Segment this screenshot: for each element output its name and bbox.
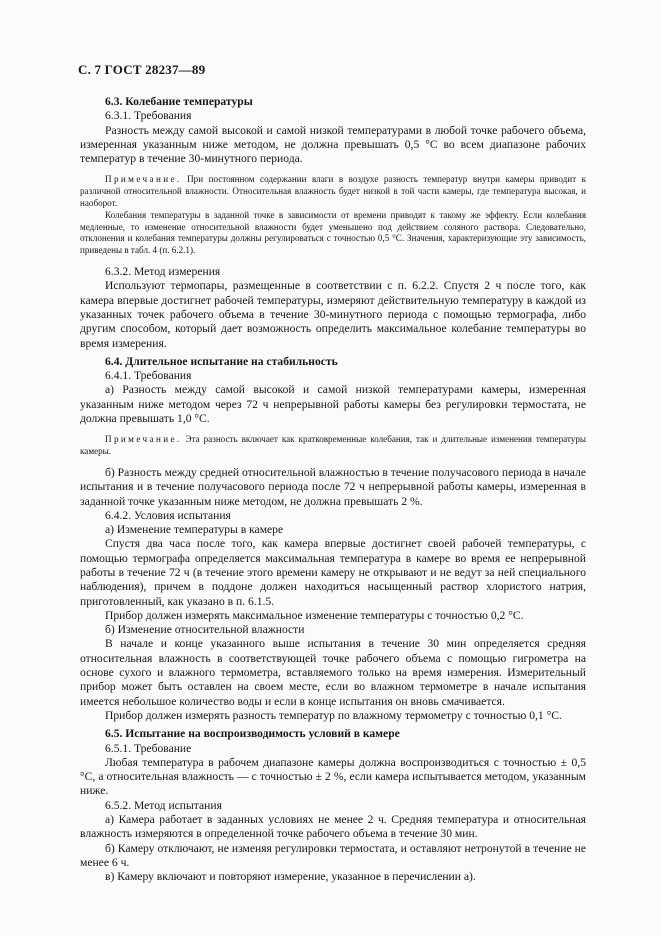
clause-6-4-2-item-b: б) Изменение относительной влажности: [105, 623, 305, 637]
clause-6-4-1-item-b: б) Разность между средней относительной влажностью в течение получасового периода в начале испытания и в течение получасового периода после 72 ч непрерывной работы камеры, измеренная в заданной точке указанным ниже методом, не должна превышать 2 %.: [80, 465, 586, 508]
clause-6-3-1-text: Разность между самой высокой и самой низкой температурами в любой точке рабочего объема, измеренная указанным ниже методом, не должна превышать 0,5 °С во всем диапазоне рабочих температур в течение 30-минутного периода.: [80, 123, 586, 166]
clause-6-5-2-item-b: б) Камеру отключают, не изменяя регулировки термостата, и оставляют нетронутой в течение не менее 6 ч.: [80, 841, 586, 869]
clause-6-5-2-title: 6.5.2. Метод испытания: [105, 798, 222, 812]
clause-6-5-1-text: Любая температура в рабочем диапазоне камеры должна воспроизводиться с точностью ± 0,5 °С, а относительная влажность — с точностью ± 2 %, если камера испытывается методом, указанным ниже.: [80, 755, 586, 798]
clause-6-4-2-item-b-precision: Прибор должен измерять разность температур по влажному термометру с точностью 0,1 °С.: [105, 708, 562, 722]
document-body: [80, 95, 586, 885]
note-text: При постоянном содержании влаги в воздухе разность температур внутри камеры приводит к различной относительной влажности. Относительная влажность будет низкой в той части камеры, где температура высокая, и наоборот.: [80, 174, 586, 209]
note-text: Эта разность включает как кратковременные колебания, так и длительные изменения температуры камеры.: [80, 434, 586, 457]
page-header: С. 7 ГОСТ 28237—89: [78, 62, 206, 77]
clause-6-3-2-title: 6.3.2. Метод измерения: [105, 265, 221, 279]
clause-6-3-2-text: Используют термопары, размещенные в соответствии с п. 6.2.2. Спустя 2 ч после того, как камера впервые достигнет рабочей температуры, измеряют действительную температуру в каждой из указанных точек рабочего объема в течение 30-минутного периода с помощью термографа, либо другим способом, который дает возможность определить максимальное колебание температуры во время измерения.: [80, 279, 586, 350]
note-label: Примечание.: [105, 174, 182, 185]
clause-6-5-2-item-c: в) Камеру включают и повторяют измерение, указанное в перечислении а).: [105, 870, 476, 884]
clause-6-4-2-item-b-text: В начале и конце указанного выше испытания в течение 30 мин определяется средняя относительная влажность в соответствующей точке рабочего объема с помощью гигрометра на основе сухого и влажного термометра, вставляемого только на время измерения. Измерительный прибор может быть оставлен на своем месте, если во влажном термометре в начале испытания имеется небольшое количество воды и если в конце испытания он вновь смачивается.: [80, 637, 586, 708]
clause-6-5-2-item-a: а) Камера работает в заданных условиях не менее 2 ч. Средняя температура и относительная влажность измеряются в определенной точке рабочего объема в течение 30 мин.: [80, 813, 586, 841]
note-label: Примечание.: [105, 434, 182, 445]
clause-6-4-2-item-a-precision: Прибор должен измерять максимальное изменение температуры с точностью 0,2 °С.: [105, 608, 524, 622]
section-6-4-title: 6.4. Длительное испытание на стабильность: [105, 354, 338, 368]
clause-6-4-2-title: 6.4.2. Условия испытания: [105, 508, 231, 522]
clause-6-4-2-item-a-text: Спустя два часа после того, как камера впервые достигнет своей рабочей температуры, с помощью термографа определяется максимальная температура в камере во время ее непрерывной работы в течение 72 ч (в течение этого времени камеру не открывают и не ведут за ней специального наблюдения), причем в поддоне должен находиться насыщенный раствор хлористого натрия, приготовленный, как указано в п. 6.1.5.: [80, 537, 586, 608]
clause-6-4-1-item-a: а) Разность между самой высокой и самой низкой температурами камеры, измеренная указанным ниже методом через 72 ч непрерывной работы камеры без регулировки термостата, не должна превышать 1,0 °С.: [80, 383, 586, 426]
note-6-3-continuation: Колебания температуры в заданной точке в зависимости от времени приводят к такому же эффекту. Если колебания медленные, то изменение относительной влажности будет уменьшено под действием соляного раствора. Следовательно, отклонения и колебания температуры должны регулироваться с точностью 0,5 °С. Значения, характеризующие эту зависимость, приведены в табл. 4 (п. 6.2.1).: [80, 209, 586, 256]
clause-6-3-1-title: 6.3.1. Требования: [105, 109, 192, 123]
section-6-3-title: 6.3. Колебание температуры: [105, 95, 253, 108]
clause-6-4-2-item-a: а) Изменение температуры в камере: [105, 523, 284, 537]
clause-6-5-1-title: 6.5.1. Требование: [105, 741, 192, 755]
note-6-3: [80, 174, 586, 209]
clause-6-4-1-title: 6.4.1. Требования: [105, 369, 192, 383]
note-6-4: [80, 434, 586, 458]
section-6-5-title: 6.5. Испытание на воспроизводимость условий в камере: [105, 727, 400, 741]
